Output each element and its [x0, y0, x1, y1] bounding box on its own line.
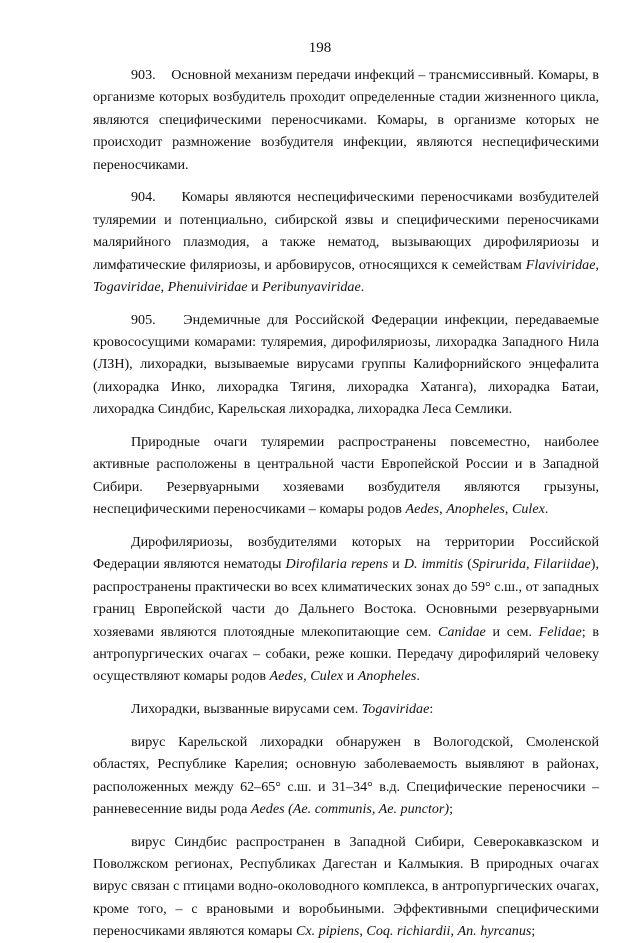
paragraph-text: :	[429, 701, 434, 718]
paragraph-text: .	[416, 668, 420, 685]
paragraph	[93, 531, 599, 688]
paragraph-text: вирус Карельской лихорадки обнаружен в Вологодской, Смоленской областях, Республике Карелия; основную заболеваемость выявляют в районах, расположенных между 62–65° с.ш. и 31–34° в.д. Специфические переносчики – ранневесенние виды рода	[93, 733, 599, 817]
paragraph-text: ,	[595, 256, 599, 273]
paragraph-text: Основной механизм передачи инфекций – трансмиссивный. Комары, в организме которых возбудитель проходит определенные стадии жизненного цикла, являются специфическими переносчиками. Комары, в организме которых не происходит размножение возбудителя инфекции, являются неспецифическими переносчиками.	[93, 67, 599, 173]
paragraph-text: Лихорадки, вызванные вирусами сем.	[131, 701, 362, 718]
paragraph-text: ,	[439, 501, 447, 518]
italic-term: Aedes	[405, 501, 440, 518]
paragraph-text: Природные очаги туляремии распространены повсеместно, наиболее активные расположены в центральной части Европейской России и в Западной Сибири. Резервуарными хозяевами возбудителя являются грызуны, неспецифическими переносчиками – комары родов	[93, 433, 599, 518]
paragraph-text: и	[343, 668, 358, 685]
italic-term: D. immitis	[403, 556, 464, 573]
paragraph-text: и сем.	[485, 623, 539, 640]
paragraph	[93, 831, 599, 943]
paragraph	[93, 731, 599, 821]
paragraph	[93, 309, 599, 421]
italic-term: Phenuiviridae	[167, 278, 248, 295]
paragraph-text: Дирофиляриозы, возбудителями которых на территории Российской Федерации являются нематоды	[93, 533, 599, 573]
paragraph-text: ,	[160, 278, 168, 295]
paragraph-text: ,	[450, 923, 458, 940]
italic-term: Togaviridae	[361, 701, 430, 718]
paragraph-text: ;	[531, 923, 536, 940]
paragraph-text: .	[360, 278, 365, 295]
paragraph-number: 905.	[131, 311, 156, 328]
paragraph-text: ), распространены практически во всех климатических зонах до 59° с.ш., от западных границ Европейской части до Дальнего Востока. Основными резервуарными хозяевами являются плотоядные млекопитающие сем.	[93, 556, 600, 640]
paragraph-text: ; в антропургических очагах – собаки, реже кошки. Передачу дирофилярий человеку осуществляют комары родов	[93, 623, 599, 685]
paragraph-text: ;	[449, 800, 454, 817]
paragraph-text: и	[388, 556, 404, 573]
body-text	[93, 64, 599, 943]
italic-term: Aedes (Ae. communis, Ae. punctor)	[250, 800, 450, 817]
italic-term: Culex	[511, 501, 545, 518]
paragraph	[93, 698, 599, 720]
italic-term: Anopheles	[446, 501, 505, 518]
paragraph-text: .	[544, 501, 549, 518]
italic-term: Felidae	[538, 623, 582, 640]
paragraph-text: и	[247, 278, 263, 295]
italic-term: An. hyrcanus	[457, 923, 532, 940]
paragraph-text: Комары являются неспецифическими переносчиками возбудителей туляремии и потенциально, сибирской язвы и специфическими переносчиками малярийного плазмодия, а также нематод, вызывающих дирофиляриозы и лимфатические филяриозы, и арбовирусов, относящихся к семействам	[93, 189, 599, 273]
paragraph-text: ,	[359, 923, 367, 940]
paragraph	[93, 64, 599, 176]
italic-term: Togaviridae	[93, 278, 161, 295]
paragraph	[93, 186, 599, 298]
italic-term: Anopheles	[357, 668, 417, 685]
paragraph-text: (	[463, 556, 472, 573]
italic-term: Peribunyaviridae	[262, 278, 361, 295]
paragraph-text: Эндемичные для Российской Федерации инфекции, передаваемые кровососущими комарами: туляремия, дирофиляриозы, лихорадка Западного Нила (ЛЗН), лихорадки, вызываемые вирусами группы Калифорнийского энцефалита (лихорадка Инко, лихорадка Тягиня, лихорадка Хатанга), лихорадка Батаи, лихорадка Синдбис, Карельская лихорадка, лихорадка Леса Семлики.	[93, 311, 600, 418]
paragraph-text: ,	[504, 501, 512, 518]
italic-term: Dirofilaria repens	[285, 556, 389, 573]
italic-term: Spirurida, Filariidae	[471, 556, 591, 573]
paragraph-text: вирус Синдбис распространен в Западной Сибири, Северокавказском и Поволжском регионах, Республиках Дагестан и Калмыкия. В природных очагах вирус связан с птицами водно-околоводного комплекса, в антропургических очагах, кроме того, – с врановыми и воробьиными. Эффективными специфическими переносчиками являются комары	[93, 833, 599, 940]
italic-term: Canidae	[438, 623, 486, 640]
paragraph-number: 904.	[131, 189, 156, 206]
italic-term: Cx. pipiens	[295, 923, 360, 940]
paragraph	[93, 431, 599, 521]
paragraph-number: 903.	[131, 67, 156, 83]
italic-term: Coq. richiardii	[366, 923, 451, 940]
page-number: 198	[308, 40, 332, 56]
italic-term: Aedes, Culex	[269, 668, 344, 685]
italic-term: Flaviviridae	[525, 256, 596, 273]
